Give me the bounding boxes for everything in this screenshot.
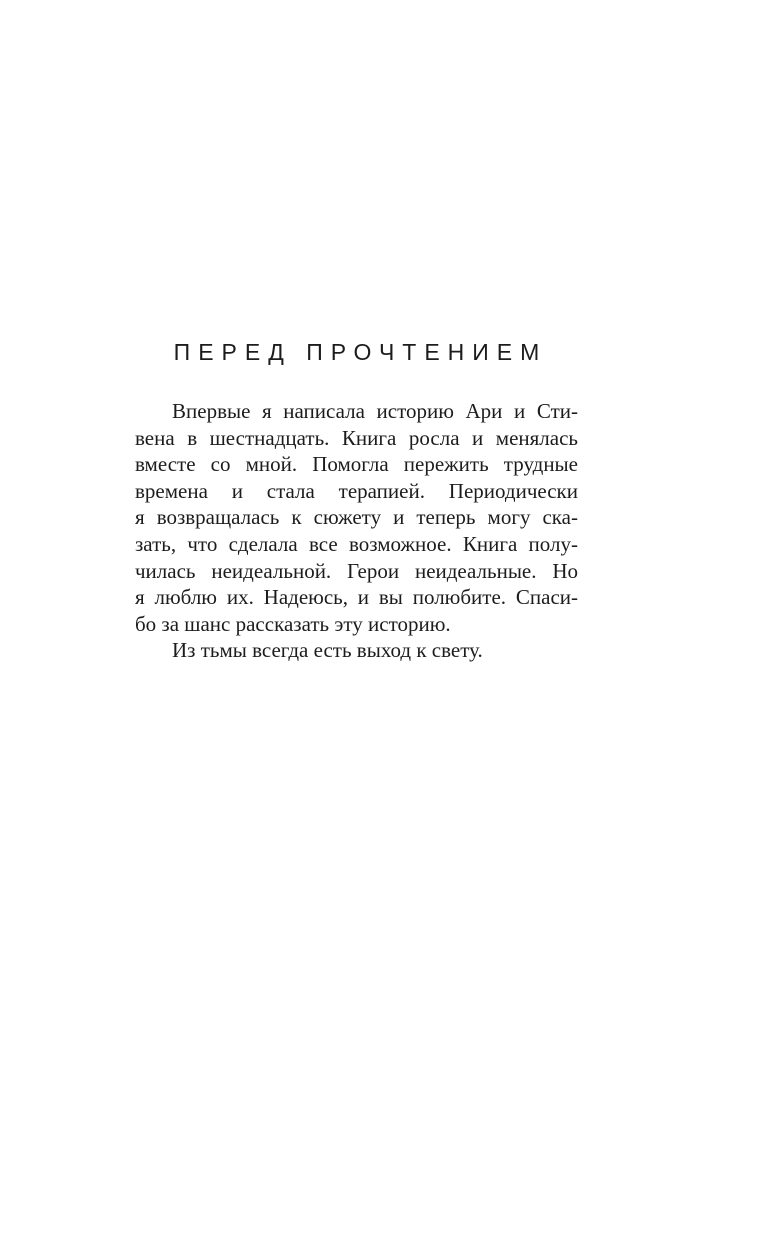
paragraph-line: Из тьмы всегда есть выход к свету. (172, 638, 483, 663)
paragraph-author-note (135, 398, 578, 637)
paragraph-line: бо за шанс рассказать эту историю. (135, 611, 451, 636)
paragraph-line: времена и стала терапией. Периодически (135, 478, 578, 503)
text-block (135, 398, 578, 664)
paragraph-line: чилась неидеальной. Герои неидеальные. Но (135, 558, 578, 583)
paragraph-line: я люблю их. Надеюсь, и вы полюбите. Спаси- (135, 585, 578, 610)
paragraph-line: вместе со мной. Помогла пережить трудные (135, 452, 578, 477)
chapter-title: ПЕРЕД ПРОЧТЕНИЕМ (173, 339, 548, 365)
paragraph-line: я возвращалась к сюжету и теперь могу ска- (135, 505, 578, 530)
paragraph-line: зать, что сделала все возможное. Книга полу- (135, 531, 578, 556)
paragraph-line: вена в шестнадцать. Книга росла и менялась (135, 425, 578, 450)
paragraph-line: Впервые я написала историю Ари и Сти- (172, 399, 578, 423)
paragraph-closing-line (135, 637, 578, 664)
